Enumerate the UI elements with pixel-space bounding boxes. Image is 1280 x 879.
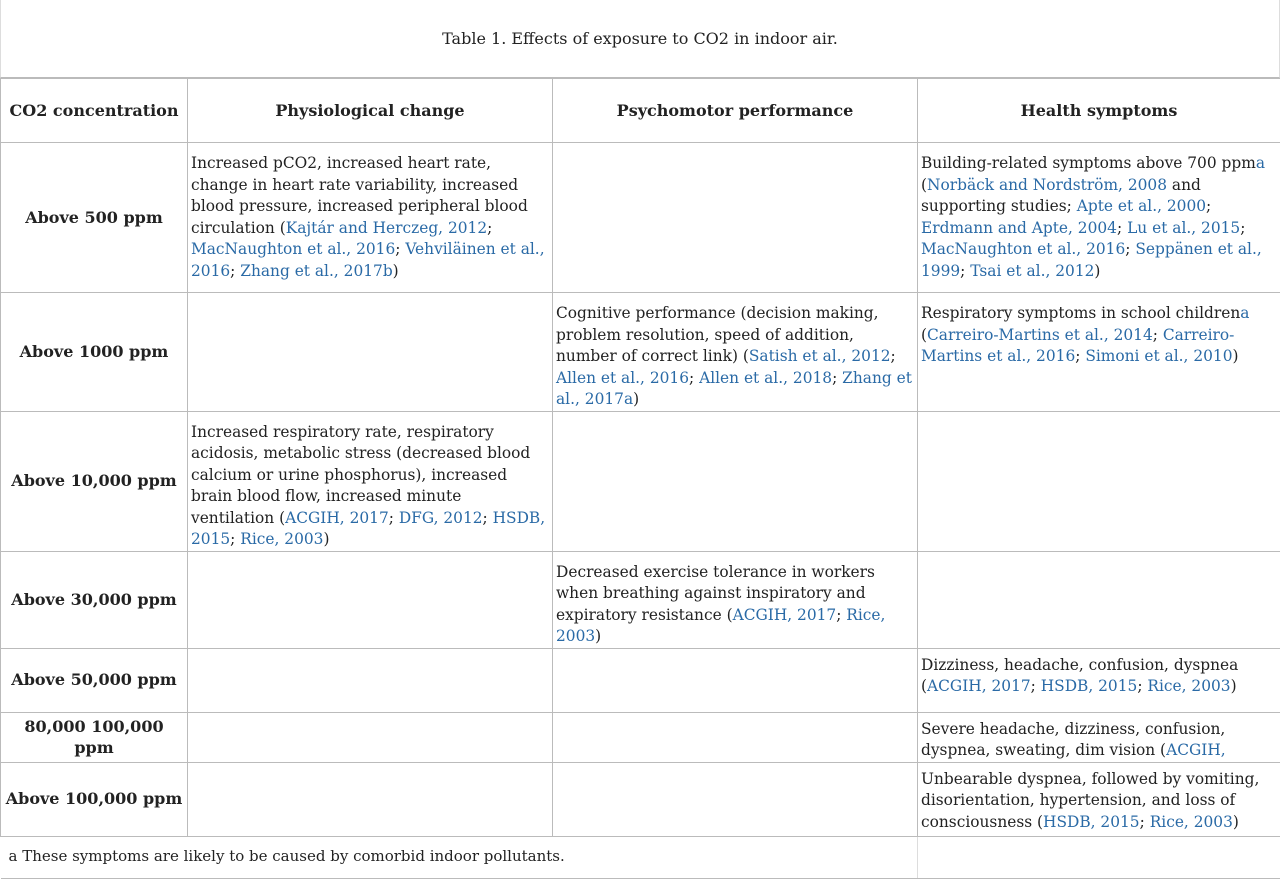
citation-link[interactable]: Lu et al., 2015 [1127,219,1240,237]
citation-link[interactable]: Tsai et al., 2012 [970,262,1094,280]
citation-link[interactable]: ACGIH, 2017 [733,606,837,624]
cell-text: ( [921,176,927,194]
cell-text: ; [1075,347,1085,365]
citation-link[interactable]: Apte et al., 2000 [1077,197,1206,215]
citation-link[interactable]: Rice, 2003 [1150,813,1233,831]
cell-text: ( [921,326,927,344]
footnote-spacer [918,836,1280,878]
cell-text: ; [1125,240,1135,258]
cell-text: ) [1094,262,1100,280]
health-cell [918,293,1280,412]
concentration-cell: Above 50,000 ppm [1,648,188,712]
citation-link[interactable]: DFG, 2012 [399,509,483,527]
cell-text: ) [1233,347,1239,365]
citation-link[interactable]: ACGIH, 2017 [927,677,1031,695]
citation-link[interactable]: Erdmann and Apte, 2004 [921,219,1117,237]
table-row [1,411,1280,551]
citation-link[interactable]: Vehviläinen et al., 2016 [191,240,545,280]
table-row [1,762,1280,836]
cell-text: Severe headache, dizziness, confusion, dyspnea, sweating, dim vision ( [921,720,1225,760]
cell-text: ; [1031,677,1041,695]
header-concentration: CO2 concentration [1,79,188,143]
citation-link[interactable]: Allen et al., 2016 [556,369,689,387]
citation-link[interactable]: ACGIH, 2017 [285,509,389,527]
concentration-cell: 80,000 100,000 ppm [1,712,188,762]
footnote-marker[interactable]: a [1256,154,1265,172]
footnote-marker[interactable]: a [1240,304,1249,322]
cell-text: Increased pCO2, increased heart rate, change in heart rate variability, increased blood pressure, increased peripheral blood circulation ( [191,154,528,237]
cell-text: ; [1240,219,1245,237]
cell-text: ) [1231,677,1237,695]
cell-text: ; [1117,219,1127,237]
cell-text: Unbearable dyspnea, followed by vomiting, disorientation, hypertension, and loss of consciousness ( [921,770,1259,831]
cell-text: Decreased exercise tolerance in workers when breathing against inspiratory and expiratory resistance ( [556,563,875,624]
cell-text: ) [1233,813,1239,831]
psychomotor-cell [553,762,918,836]
cell-text: ; [960,262,970,280]
citation-link[interactable]: Carreiro-Martins et al., 2014 [927,326,1153,344]
citation-link[interactable]: Seppänen et al., 1999 [921,240,1262,280]
cell-text: ; [487,219,492,237]
header-psychomotor: Psychomotor performance [553,79,918,143]
citation-link[interactable]: Carreiro-Martins et al., 2016 [921,326,1234,366]
table-row [1,143,1280,293]
cell-text: Building-related symptoms above 700 ppm [921,154,1256,172]
citation-link[interactable]: Rice, 2003 [556,606,885,646]
health-cell [918,411,1280,551]
cell-text: ; [389,509,399,527]
health-cell [918,551,1280,648]
header-row [1,79,1280,143]
table-caption: Table 1. Effects of exposure to CO2 in indoor air. [0,0,1280,78]
health-cell [918,712,1280,762]
psychomotor-cell [553,648,918,712]
cell-text: ; [395,240,405,258]
psychomotor-cell [553,143,918,293]
citation-link[interactable]: Rice, 2003 [1147,677,1230,695]
physiological-cell [188,143,553,293]
table-row [1,648,1280,712]
cell-text: ; [230,530,240,548]
cell-text: ; [1206,197,1211,215]
citation-link[interactable]: Zhang et al., 2017b [240,262,392,280]
citation-link[interactable]: ACGIH, [1166,741,1226,759]
cell-text: Cognitive performance (decision making, problem resolution, speed of addition, number of correct link) ( [556,304,879,365]
physiological-cell [188,762,553,836]
health-cell [918,648,1280,712]
footnote-row [1,836,1280,878]
health-cell [918,143,1280,293]
physiological-cell [188,648,553,712]
citation-link[interactable]: HSDB, 2015 [191,509,545,549]
citation-link[interactable]: MacNaughton et al., 2016 [921,240,1125,258]
cell-text: ; [832,369,842,387]
cell-text: ) [595,627,601,645]
concentration-cell: Above 500 ppm [1,143,188,293]
physiological-cell [188,712,553,762]
cell-text: ; [230,262,240,280]
co2-effects-table [0,78,1280,879]
cell-text: ; [1140,813,1150,831]
psychomotor-cell [553,551,918,648]
cell-text: ) [393,262,399,280]
table-row [1,293,1280,412]
table-row [1,551,1280,648]
citation-link[interactable]: Satish et al., 2012 [749,347,891,365]
header-health: Health symptoms [918,79,1280,143]
physiological-cell [188,293,553,412]
citation-link[interactable]: Zhang et al., 2017a [556,369,912,409]
cell-text: ; [1137,677,1147,695]
cell-text: ) [633,390,639,408]
cell-text: Dizziness, headache, confusion, dyspnea ( [921,656,1238,696]
concentration-cell: Above 100,000 ppm [1,762,188,836]
cell-text: ; [891,347,896,365]
citation-link[interactable]: Simoni et al., 2010 [1085,347,1232,365]
citation-link[interactable]: MacNaughton et al., 2016 [191,240,395,258]
psychomotor-cell [553,411,918,551]
cell-text: ; [836,606,846,624]
psychomotor-cell [553,712,918,762]
cell-text: Increased respiratory rate, respiratory acidosis, metabolic stress (decreased blood calcium or urine phosphorus), increased brain blood flow, increased minute ventilation ( [191,423,530,527]
psychomotor-cell [553,293,918,412]
concentration-cell: Above 30,000 ppm [1,551,188,648]
physiological-cell [188,411,553,551]
cell-text: and supporting studies; [921,176,1201,216]
concentration-cell: Above 10,000 ppm [1,411,188,551]
cell-text: ; [1153,326,1163,344]
citation-link[interactable]: Rice, 2003 [240,530,323,548]
physiological-cell [188,551,553,648]
citation-link[interactable]: Allen et al., 2018 [699,369,832,387]
cell-text: Respiratory symptoms in school children [921,304,1240,322]
table-row [1,712,1280,762]
citation-link[interactable]: Norbäck and Nordström, 2008 [927,176,1167,194]
health-cell [918,762,1280,836]
citation-link[interactable]: HSDB, 2015 [1041,677,1138,695]
concentration-cell: Above 1000 ppm [1,293,188,412]
header-physiological: Physiological change [188,79,553,143]
cell-text: ; [483,509,493,527]
citation-link[interactable]: HSDB, 2015 [1043,813,1140,831]
cell-text: ) [323,530,329,548]
citation-link[interactable]: Kajtár and Herczeg, 2012 [286,219,487,237]
cell-text: ; [689,369,699,387]
table-footnote: a These symptoms are likely to be caused by comorbid indoor pollutants. [1,836,918,878]
